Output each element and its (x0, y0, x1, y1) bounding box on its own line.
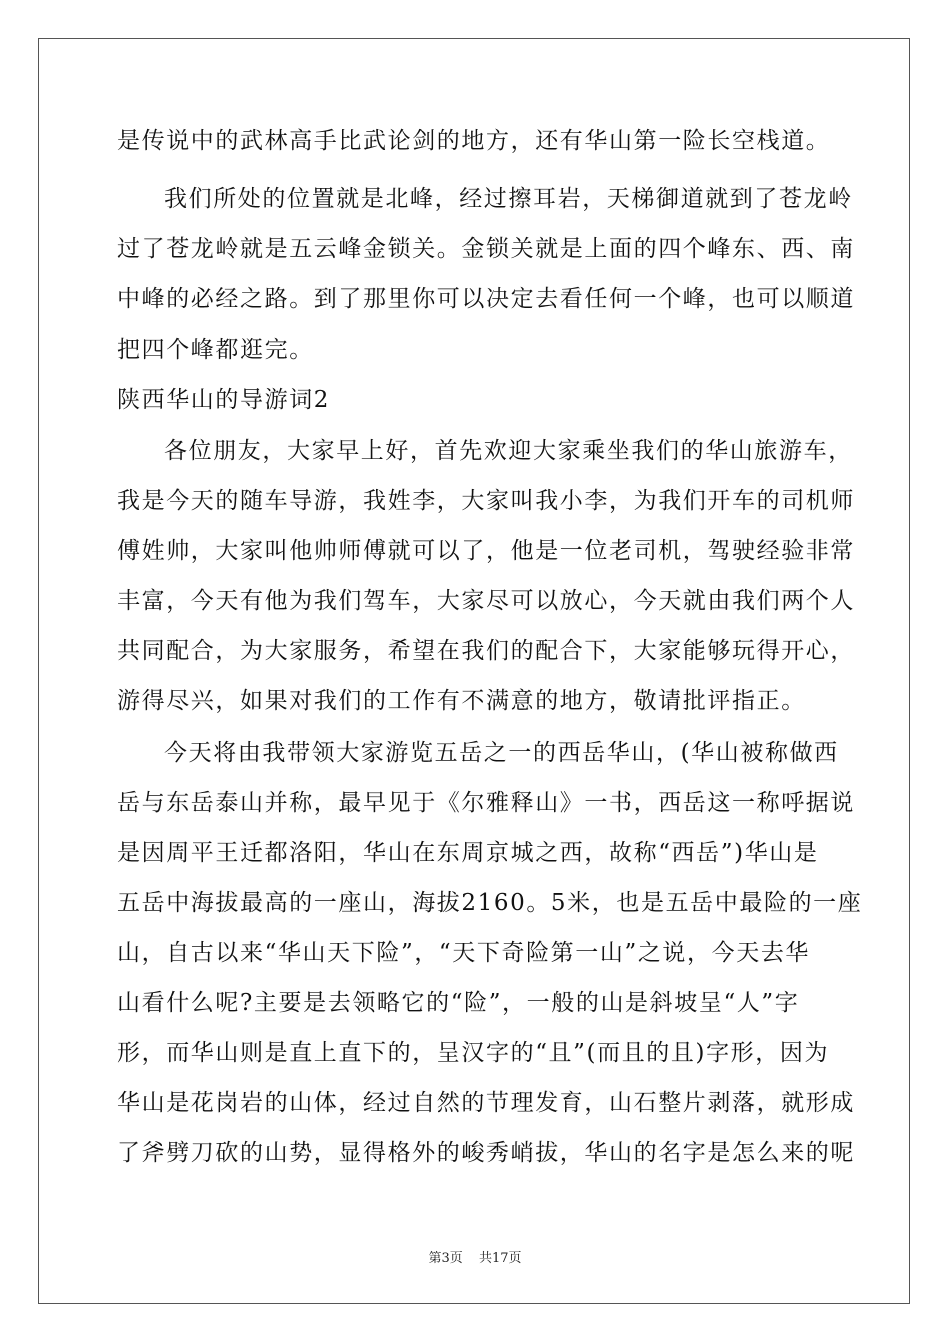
text-line: 形，而华山则是直上直下的，呈汉字的“且”(而且的且)字形，因为 (117, 1040, 830, 1066)
text-line: 中峰的必经之路。到了那里你可以决定去看任何一个峰，也可以顺道 (117, 286, 855, 312)
text-line: 了斧劈刀砍的山势，显得格外的峻秀峭拔，华山的名字是怎么来的呢 (117, 1140, 855, 1166)
text-line: 五岳中海拔最高的一座山，海拔2160。5米，也是五岳中最险的一座 (117, 890, 863, 916)
text-line: 丰富，今天有他为我们驾车，大家尽可以放心，今天就由我们两个人 (117, 588, 855, 614)
text-line: 过了苍龙岭就是五云峰金锁关。金锁关就是上面的四个峰东、西、南 (117, 236, 855, 262)
text-line: 我们所处的位置就是北峰，经过擦耳岩，天梯御道就到了苍龙岭 (164, 186, 853, 212)
text-line: 是因周平王迁都洛阳，华山在东周京城之西，故称“西岳”)华山是 (117, 840, 819, 866)
text-line: 今天将由我带领大家游览五岳之一的西岳华山，(华山被称做西 (164, 740, 839, 766)
text-line: 游得尽兴，如果对我们的工作有不满意的地方，敬请批评指正。 (117, 688, 806, 714)
text-line: 华山是花岗岩的山体，经过自然的节理发育，山石整片剥落，就形成 (117, 1090, 855, 1116)
text-line: 各位朋友，大家早上好，首先欢迎大家乘坐我们的华山旅游车， (164, 438, 853, 464)
text-line: 是传说中的武林高手比武论剑的地方，还有华山第一险长空栈道。 (117, 128, 831, 154)
text-line: 傅姓帅，大家叫他帅师傅就可以了，他是一位老司机，驾驶经验非常 (117, 538, 855, 564)
page-number: 第3页 (428, 1251, 463, 1266)
text-line: 我是今天的随车导游，我姓李，大家叫我小李，为我们开车的司机师 (117, 488, 855, 514)
page-total: 共17页 (478, 1251, 522, 1266)
page-footer (0, 1247, 950, 1266)
text-line: 共同配合，为大家服务，希望在我们的配合下，大家能够玩得开心， (117, 638, 855, 664)
section-heading: 陕西华山的导游词2 (117, 387, 331, 413)
text-line: 把四个峰都逛完。 (117, 337, 314, 363)
text-line: 岳与东岳泰山并称，最早见于《尔雅释山》一书，西岳这一称呼据说 (117, 790, 855, 816)
text-line: 山看什么呢?主要是去领略它的“险”，一般的山是斜坡呈“人”字 (117, 990, 800, 1016)
text-line: 山，自古以来“华山天下险”，“天下奇险第一山”之说，今天去华 (117, 940, 811, 966)
